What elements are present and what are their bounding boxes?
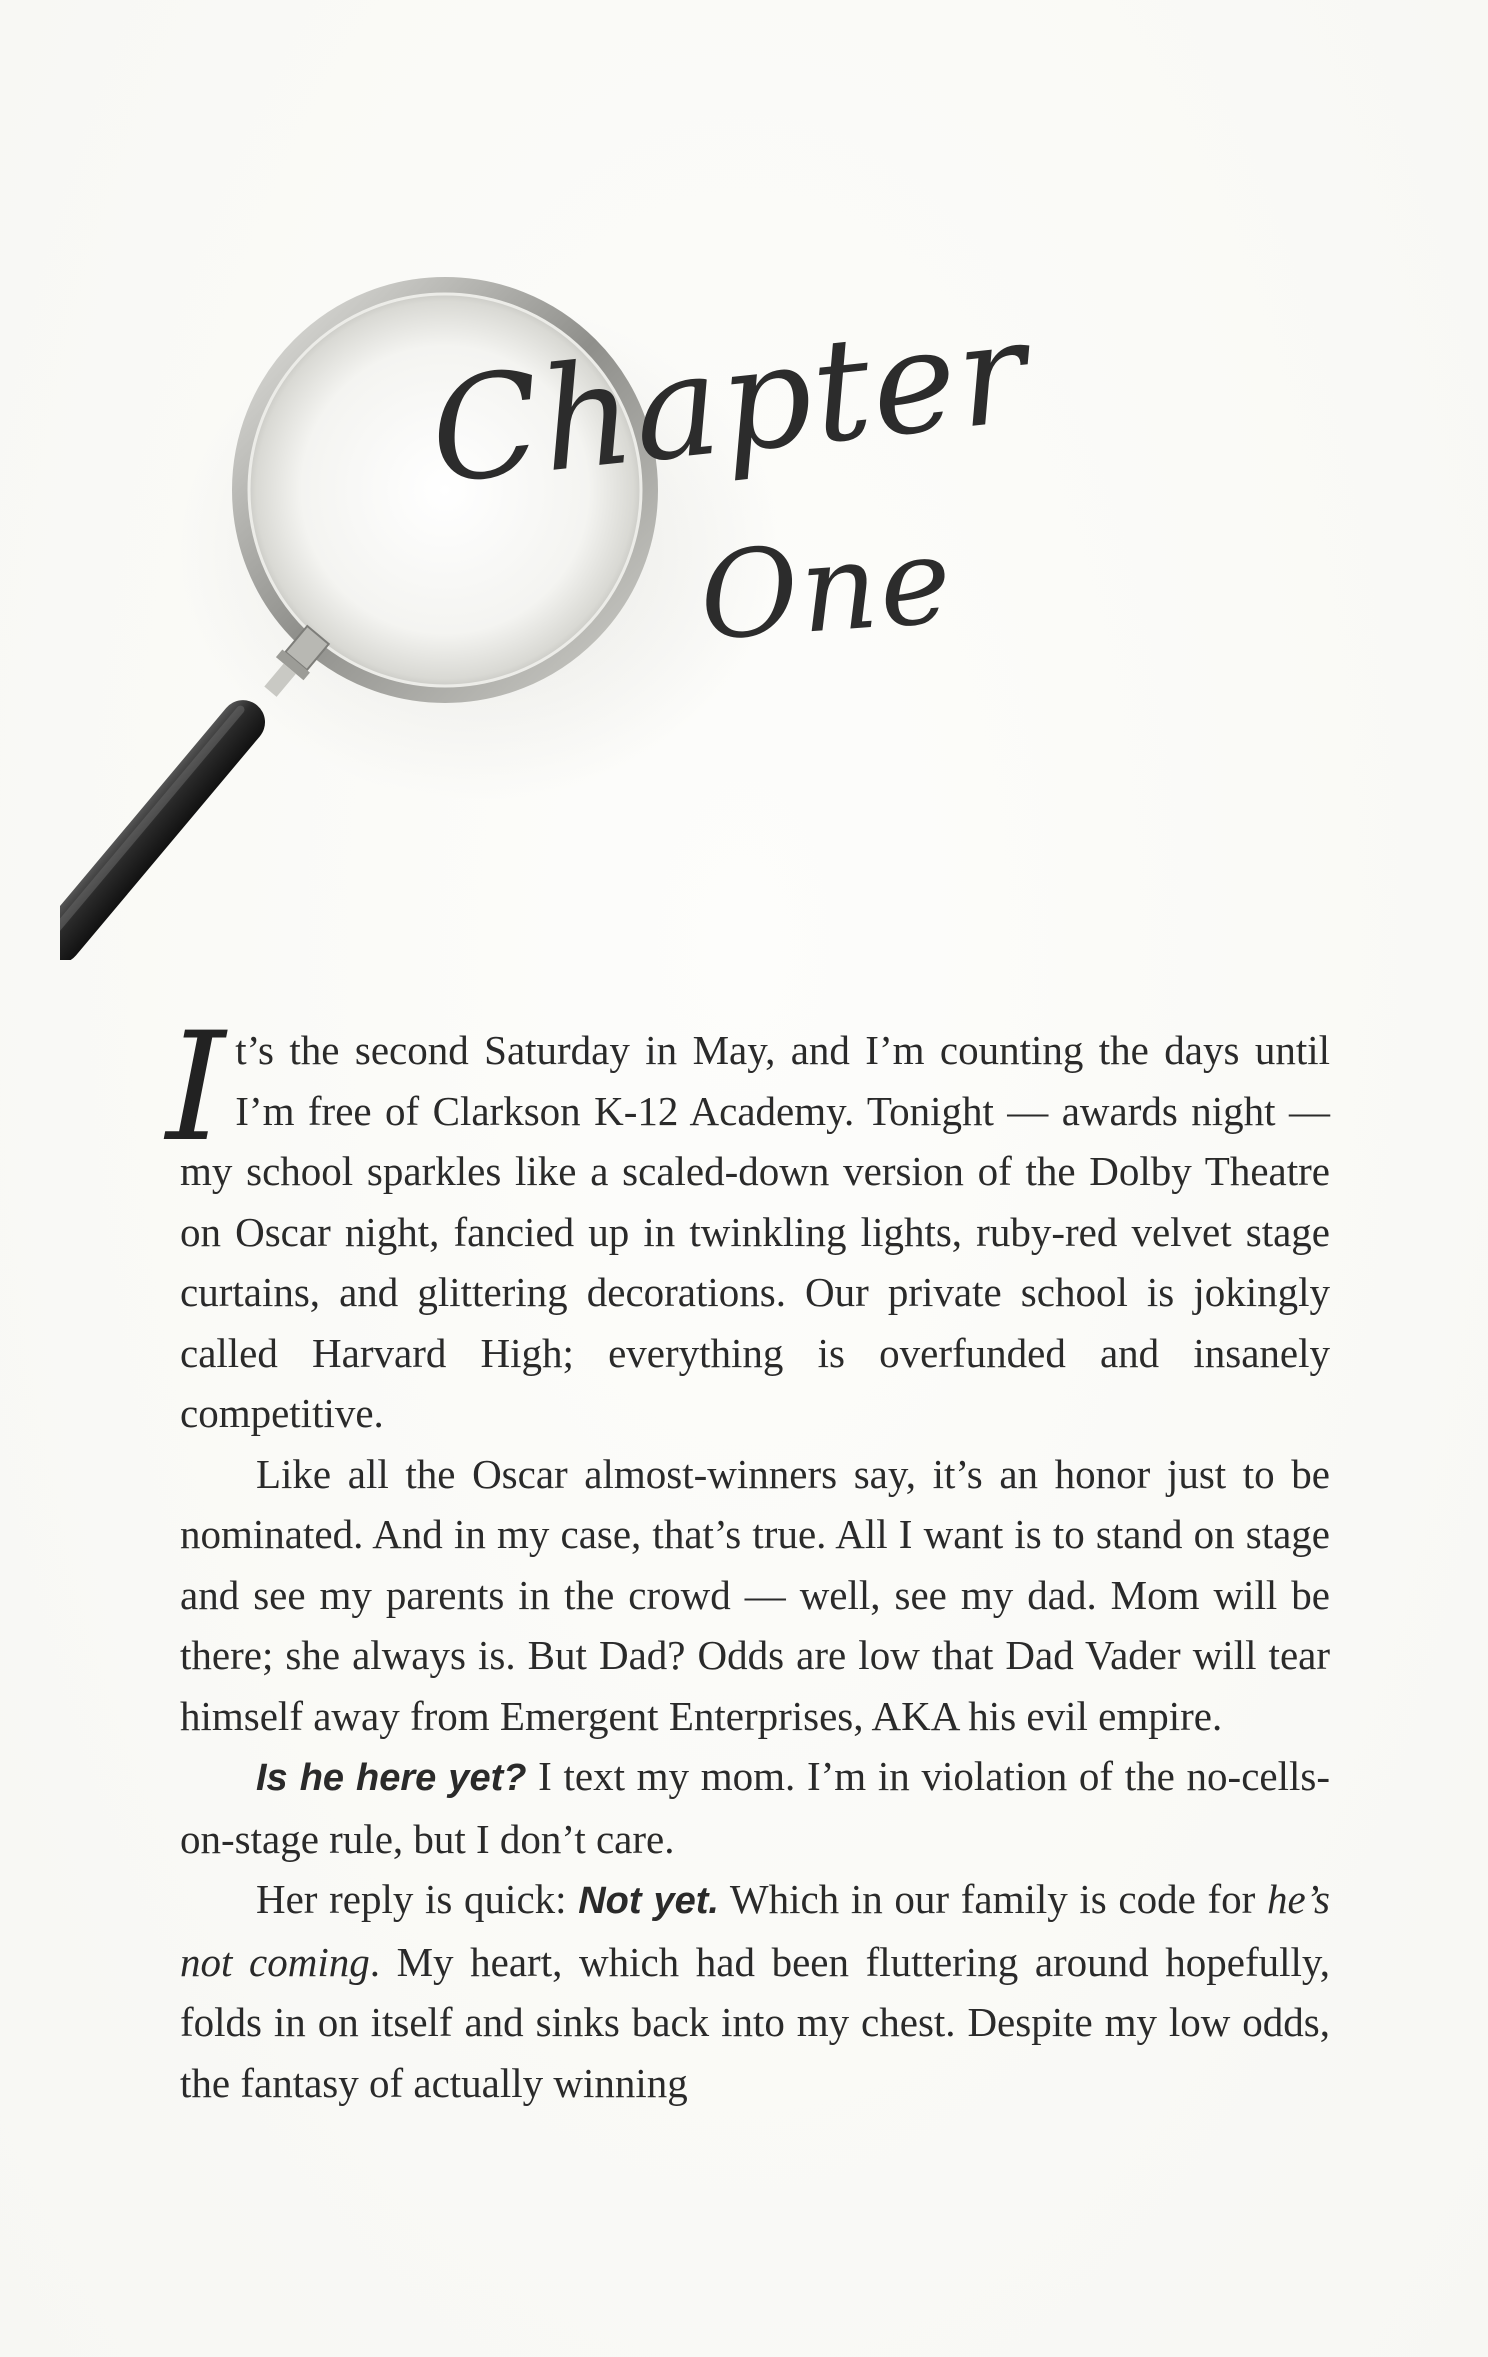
paragraph-4 bbox=[180, 1869, 1330, 2113]
text-message-reply: Not yet. bbox=[578, 1880, 719, 1922]
paragraph-1-text: t’s the second Saturday in May, and I’m counting the days until I’m free of Clarkson K-12 Academy. Tonight — awards night — my school sparkles like a scaled-down version of the Dolby Theatre on Oscar night, fancied up in twinkling lights, ruby-red velvet stage curtains, and glittering decorations. Our private school is jokingly called Harvard High; everything is overfunded and insanely competitive. bbox=[180, 1027, 1330, 1436]
paragraph-2: Like all the Oscar almost-winners say, it’s an honor just to be nominated. And in my case, that’s true. All I want is to stand on stage and see my parents in the crowd — well, see my dad. Mom will be there; she always is. But Dad? Odds are low that Dad Vader will tear himself away from Emergent Enterprises, AKA his evil empire. bbox=[180, 1450, 1330, 1739]
emphasis-phrase: he’s not coming bbox=[180, 1876, 1330, 1985]
paragraph-4-text-a: Her reply is quick: bbox=[256, 1876, 579, 1922]
paragraph-4-text-b: Which in our family is code for bbox=[718, 1876, 1267, 1922]
chapter-heading-number: One bbox=[695, 511, 958, 668]
paragraph-3-text: I text my mom. I’m in violation of the no-cells-on-stage rule, but I don’t care. bbox=[180, 1753, 1330, 1862]
drop-cap: I bbox=[166, 1001, 226, 1175]
paragraph-3 bbox=[180, 1746, 1330, 1869]
paragraph-1 bbox=[166, 1001, 1330, 1444]
body-text bbox=[166, 1001, 1331, 2113]
text-message-question: Is he here yet? bbox=[256, 1757, 527, 1799]
chapter-heading-word: Chapter bbox=[423, 289, 1036, 516]
paragraph-4-text-c: . My heart, which had been fluttering around hopefully, folds in on itself and sinks back into my chest. Despite my low odds, the fantasy of actually winning bbox=[180, 1938, 1331, 2106]
magnifier-handle bbox=[60, 691, 274, 960]
